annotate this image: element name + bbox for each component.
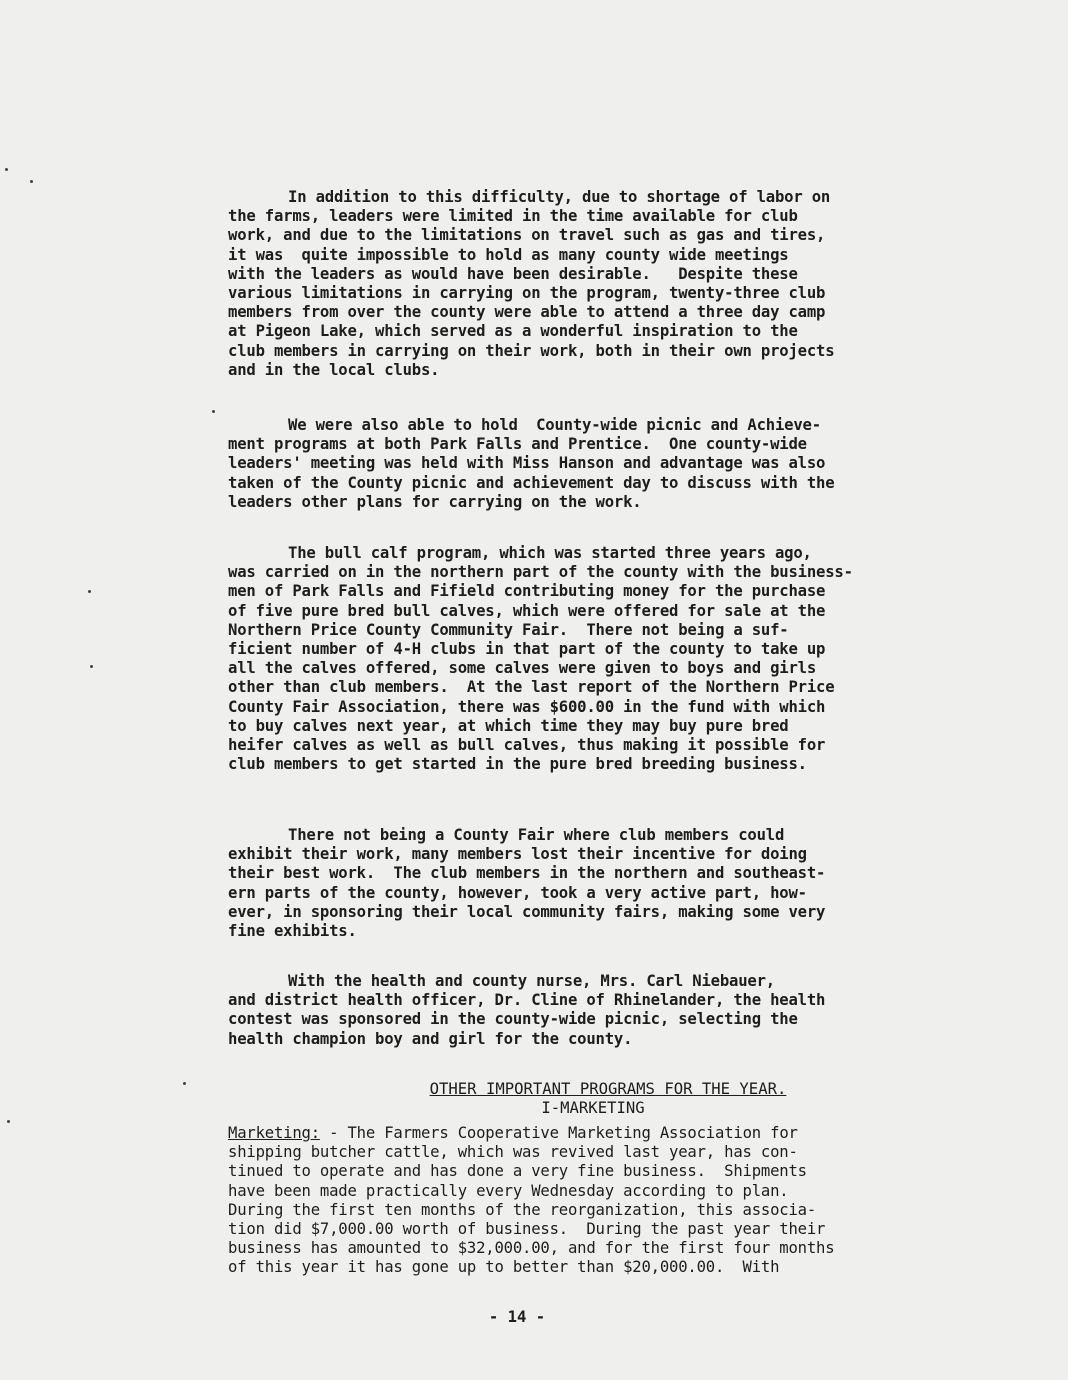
text-line: and in the local clubs. bbox=[228, 360, 440, 379]
text-line: Northern Price County Community Fair. There not being a suf- bbox=[228, 620, 789, 639]
text-line: all the calves offered, some calves were given to boys and girls bbox=[228, 659, 817, 678]
text-line bbox=[228, 1124, 928, 1143]
paragraph-2 bbox=[228, 416, 928, 512]
scan-speck bbox=[5, 168, 8, 171]
text-line: tinued to operate and has done a very fine business. Shipments bbox=[228, 1162, 807, 1181]
text-line: ever, in sponsoring their local community fairs, making some very bbox=[228, 902, 826, 921]
scan-speck bbox=[212, 410, 215, 413]
text-line: tion did $7,000.00 worth of business. During the past year their bbox=[228, 1220, 826, 1239]
text-line: of five pure bred bull calves, which were offered for sale at the bbox=[228, 601, 826, 620]
text-line: ficient number of 4-H clubs in that part of the county to take up bbox=[228, 640, 826, 659]
text-line: contest was sponsored in the county-wide picnic, selecting the bbox=[228, 1010, 798, 1029]
text-line: We were also able to hold County-wide picnic and Achieve- bbox=[288, 416, 821, 434]
paragraph-marketing bbox=[228, 1124, 928, 1278]
scan-speck bbox=[90, 665, 93, 668]
scan-speck bbox=[7, 1120, 10, 1123]
text-line: it was quite impossible to hold as many county wide meetings bbox=[228, 245, 789, 264]
page-number: - 14 - bbox=[488, 1308, 546, 1326]
text-line: shipping butcher cattle, which was revived last year, has con- bbox=[228, 1143, 798, 1162]
paragraph-5 bbox=[228, 972, 928, 1049]
scan-speck bbox=[183, 1082, 186, 1085]
text-line: of this year it has gone up to better than $20,000.00. With bbox=[228, 1258, 780, 1277]
text-line: County Fair Association, there was $600.00 in the fund with which bbox=[228, 697, 826, 716]
text-line: business has amounted to $32,000.00, and for the first four months bbox=[228, 1239, 835, 1258]
text-line-rest: - The Farmers Cooperative Marketing Association for bbox=[329, 1124, 798, 1142]
text-line: fine exhibits. bbox=[228, 922, 357, 941]
text-line: other than club members. At the last report of the Northern Price bbox=[228, 678, 835, 697]
text-line: The bull calf program, which was started three years ago, bbox=[288, 544, 812, 562]
paragraph-1 bbox=[228, 188, 928, 380]
text-line: club members to get started in the pure bred breeding business. bbox=[228, 755, 807, 774]
text-line: have been made practically every Wednesday according to plan. bbox=[228, 1181, 789, 1200]
text-line: With the health and county nurse, Mrs. Carl Niebauer, bbox=[288, 972, 775, 990]
text-line: work, and due to the limitations on travel such as gas and tires, bbox=[228, 226, 826, 245]
text-line: club members in carrying on their work, both in their own projects bbox=[228, 341, 835, 360]
text-line: leaders other plans for carrying on the work. bbox=[228, 492, 642, 511]
text-line: health champion boy and girl for the county. bbox=[228, 1029, 633, 1048]
text-line: members from over the county were able to attend a three day camp bbox=[228, 303, 826, 322]
text-line: the farms, leaders were limited in the time available for club bbox=[228, 207, 798, 226]
marketing-label: Marketing: bbox=[228, 1124, 320, 1142]
text-line: at Pigeon Lake, which served as a wonderful inspiration to the bbox=[228, 322, 798, 341]
section-heading bbox=[228, 1080, 928, 1118]
text-line: their best work. The club members in the northern and southeast- bbox=[228, 864, 826, 883]
text-line: ment programs at both Park Falls and Prentice. One county-wide bbox=[228, 435, 807, 454]
text-line: In addition to this difficulty, due to shortage of labor on bbox=[288, 188, 831, 206]
section-subtitle: I-MARKETING bbox=[541, 1099, 645, 1117]
text-line: and district health officer, Dr. Cline of Rhinelander, the health bbox=[228, 991, 826, 1010]
text-line: There not being a County Fair where club members could bbox=[288, 826, 785, 844]
scan-speck bbox=[30, 180, 33, 183]
paragraph-4 bbox=[228, 826, 928, 941]
text-line: leaders' meeting was held with Miss Hanson and advantage was also bbox=[228, 454, 826, 473]
text-line: to buy calves next year, at which time they may buy pure bred bbox=[228, 716, 789, 735]
text-line: men of Park Falls and Fifield contributing money for the purchase bbox=[228, 582, 826, 601]
text-line: was carried on in the northern part of the county with the business- bbox=[228, 563, 853, 582]
section-title: OTHER IMPORTANT PROGRAMS FOR THE YEAR. bbox=[429, 1080, 787, 1098]
text-line: During the first ten months of the reorganization, this associa- bbox=[228, 1200, 817, 1219]
text-line: exhibit their work, many members lost their incentive for doing bbox=[228, 845, 807, 864]
scan-speck bbox=[88, 590, 91, 593]
text-line: ern parts of the county, however, took a very active part, how- bbox=[228, 883, 807, 902]
text-line: heifer calves as well as bull calves, thus making it possible for bbox=[228, 736, 826, 755]
text-line: with the leaders as would have been desirable. Despite these bbox=[228, 264, 798, 283]
paragraph-3 bbox=[228, 544, 928, 774]
text-line: taken of the County picnic and achievement day to discuss with the bbox=[228, 473, 835, 492]
text-line: various limitations in carrying on the program, twenty-three club bbox=[228, 284, 826, 303]
